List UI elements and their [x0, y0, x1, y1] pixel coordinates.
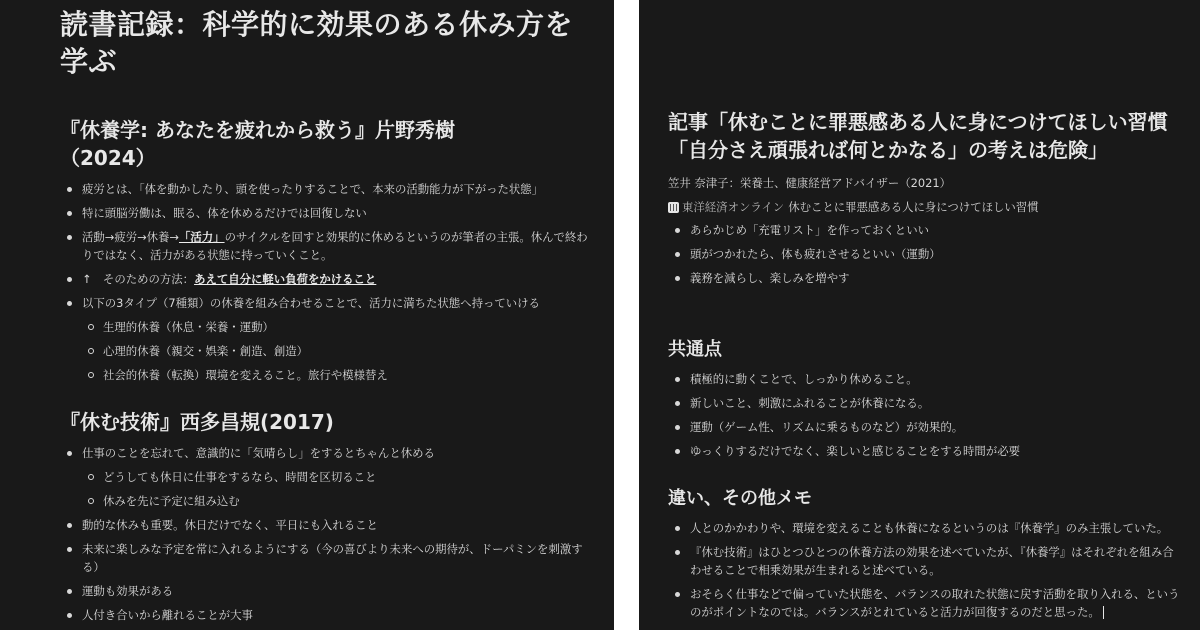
list-item: 特に頭脳労働は、眠る、体を休めるだけでは回復しない	[60, 204, 588, 222]
list-item-text: 活動→疲労→休養→	[82, 230, 179, 244]
list-item: 動的な休みも重要。休日だけでなく、平日にも入れること	[60, 516, 588, 534]
sub-list-item: 生理的休養（休息・栄養・運動）	[60, 318, 588, 336]
sub-list-item: 心理的休養（親交・娯楽・創造、創造）	[60, 342, 588, 360]
article-author: 笠井 奈津子：栄養士、健康経営アドバイザー（2021）	[668, 176, 951, 190]
diff-heading: 違い、その他メモ	[668, 488, 812, 509]
link-site-name[interactable]: 東洋経済オンライン	[682, 200, 785, 214]
article-list	[668, 221, 1178, 287]
web-bookmark-icon	[668, 202, 679, 213]
list-item: 新しいこと、刺激にふれることが休養になる。	[668, 394, 1178, 412]
diff-list	[668, 519, 1182, 621]
list-item: 運動（ゲーム性、リズムに乗るものなど）が効果的。	[668, 418, 1178, 436]
book2-list	[60, 444, 588, 624]
article-heading: 記事「休むことに罪悪感ある人に身につけてほしい習慣「自分さえ頑張れば何とかなる」の考えは危険」	[668, 110, 1168, 162]
list-item: 『休む技術』はひとつひとつの休養方法の効果を述べていたが、『休養学』はそれぞれを組み合わせることで相乗効果が生まれると述べている。	[668, 543, 1182, 579]
list-item-text[interactable]: おそらく仕事などで偏っていた状態を、バランスの取れた状態に戻す活動を取り入れる、というのがポイントなのでは。バランスがとれていると活力が回復するのだと思った。	[690, 587, 1180, 619]
list-item: 積極的に動くことで、しっかり休めること。	[668, 370, 1178, 388]
list-item: 未来に楽しみな予定を常に入れるようにする（今の喜びより未来への期待が、ドーパミンを刺激する）	[60, 540, 588, 576]
list-item-text: のサイクルを回すと効果的に休めるというのが筆者の主張。休んで終わりではなく、活力がある状態に持っていくこと。	[82, 230, 588, 262]
list-item: 頭がつかれたら、体も疲れさせるといい（運動）	[668, 245, 1178, 263]
list-item: 運動も効果がある	[60, 582, 588, 600]
book2-heading: 『休む技術』西多昌規(2017)	[60, 410, 334, 434]
list-item: ゆっくりするだけでなく、楽しいと感じることをする時間が必要	[668, 442, 1178, 460]
book1-heading: 『休養学: あなたを疲れから救う』片野秀樹（2024）	[60, 118, 455, 170]
right-page-panel	[639, 0, 1200, 630]
list-item: あらかじめ「充電リスト」を作っておくといい	[668, 221, 1178, 239]
sub-list-item: どうしても休日に仕事をするなら、時間を区切ること	[60, 468, 588, 486]
list-item: 以下の3タイプ（7種類）の休養を組み合わせることで、活力に満ちた状態へ持っていける	[60, 294, 588, 312]
common-list	[668, 370, 1178, 460]
list-item-text: ↑ そのための方法：	[82, 272, 195, 286]
common-heading: 共通点	[668, 339, 722, 360]
text-cursor	[1103, 606, 1104, 619]
sub-list-item: 休みを先に予定に組み込む	[60, 492, 588, 510]
list-item	[60, 270, 588, 288]
list-item: 人とのかかわりや、環境を変えることも休養になるというのは『休養学』のみ主張していた。	[668, 519, 1182, 537]
emphasis-text: あえて自分に軽い負荷をかけること	[194, 272, 377, 286]
emphasis-text: 「活力」	[178, 230, 225, 244]
page-title: 読書記録：科学的に効果のある休み方を学ぶ	[60, 8, 574, 78]
list-item	[60, 228, 588, 264]
book1-list	[60, 180, 588, 384]
list-item: 疲労とは、「体を動かしたり、頭を使ったりすることで、本来の活動能力が下がった状態」	[60, 180, 588, 198]
sub-list-item: 社会的休養（転換）環境を変えること。旅行や模様替え	[60, 366, 588, 384]
list-item: 義務を減らし、楽しみを増やす	[668, 269, 1178, 287]
list-item: 人付き合いから離れることが大事	[60, 606, 588, 624]
list-item: 仕事のことを忘れて、意識的に「気晴らし」をするとちゃんと休める	[60, 444, 588, 462]
link-title[interactable]: 休むことに罪悪感ある人に身につけてほしい習慣	[788, 200, 1039, 214]
list-item[interactable]	[668, 585, 1182, 621]
article-link[interactable]	[668, 198, 1200, 216]
